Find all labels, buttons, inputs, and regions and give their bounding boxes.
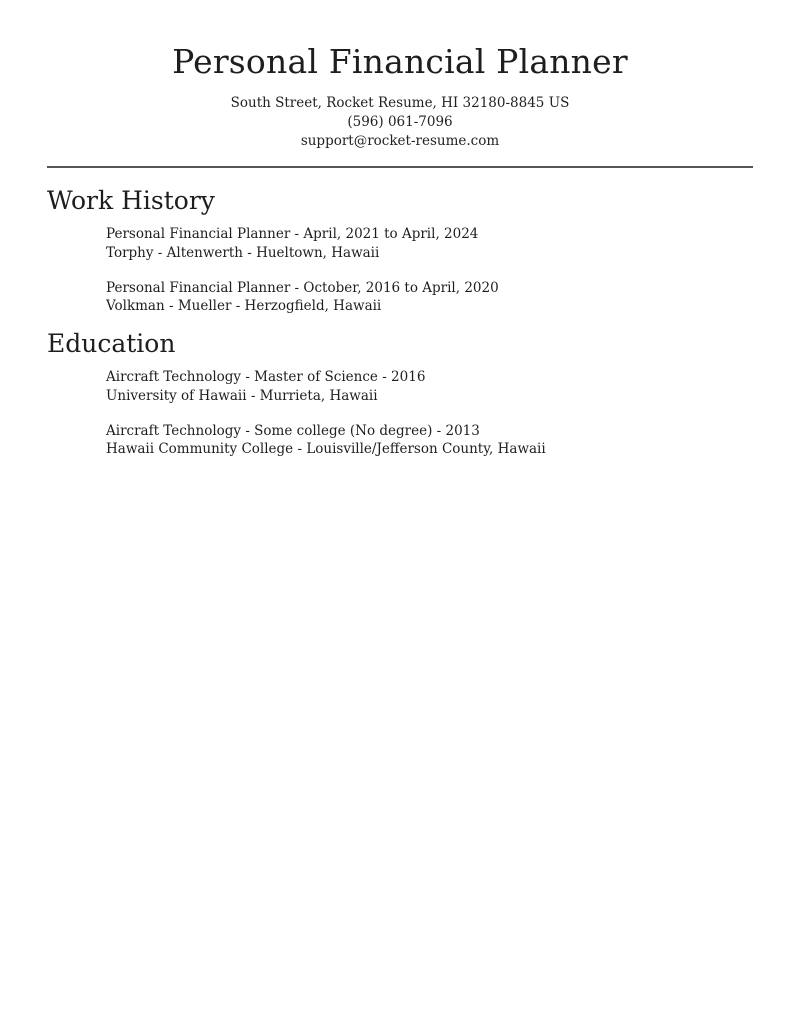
- work-entry-title: Personal Financial Planner - April, 2021 to April, 2024: [106, 226, 479, 242]
- work-entry-title: Personal Financial Planner - October, 2016 to April, 2020: [106, 279, 499, 296]
- work-entry: [106, 279, 753, 316]
- header-divider: [47, 166, 753, 168]
- education-entry-school: Hawaii Community College - Louisville/Jefferson County, Hawaii: [106, 441, 546, 457]
- contact-email: support@rocket-resume.com: [300, 133, 500, 149]
- education-entry-degree: Aircraft Technology - Some college (No degree) - 2013: [106, 422, 480, 439]
- education-heading: Education: [47, 329, 176, 358]
- work-entry-employer: Torphy - Altenwerth - Hueltown, Hawaii: [106, 244, 380, 261]
- resume-title: Personal Financial Planner: [172, 42, 628, 81]
- resume-header: [0, 0, 800, 151]
- education-entry: [106, 368, 753, 405]
- contact-phone: (596) 061-7096: [347, 114, 453, 130]
- contact-info: [0, 94, 800, 151]
- education-entry-school: University of Hawaii - Murrieta, Hawaii: [106, 387, 378, 404]
- work-history-heading: Work History: [47, 186, 215, 215]
- work-entry: [106, 225, 753, 262]
- contact-address: South Street, Rocket Resume, HI 32180-8845 US: [230, 95, 570, 111]
- education-section: [47, 329, 753, 459]
- work-history-section: [47, 186, 753, 316]
- education-entry: [106, 422, 753, 459]
- education-entry-degree: Aircraft Technology - Master of Science - 2016: [106, 369, 426, 385]
- work-entry-employer: Volkman - Mueller - Herzogfield, Hawaii: [106, 298, 382, 314]
